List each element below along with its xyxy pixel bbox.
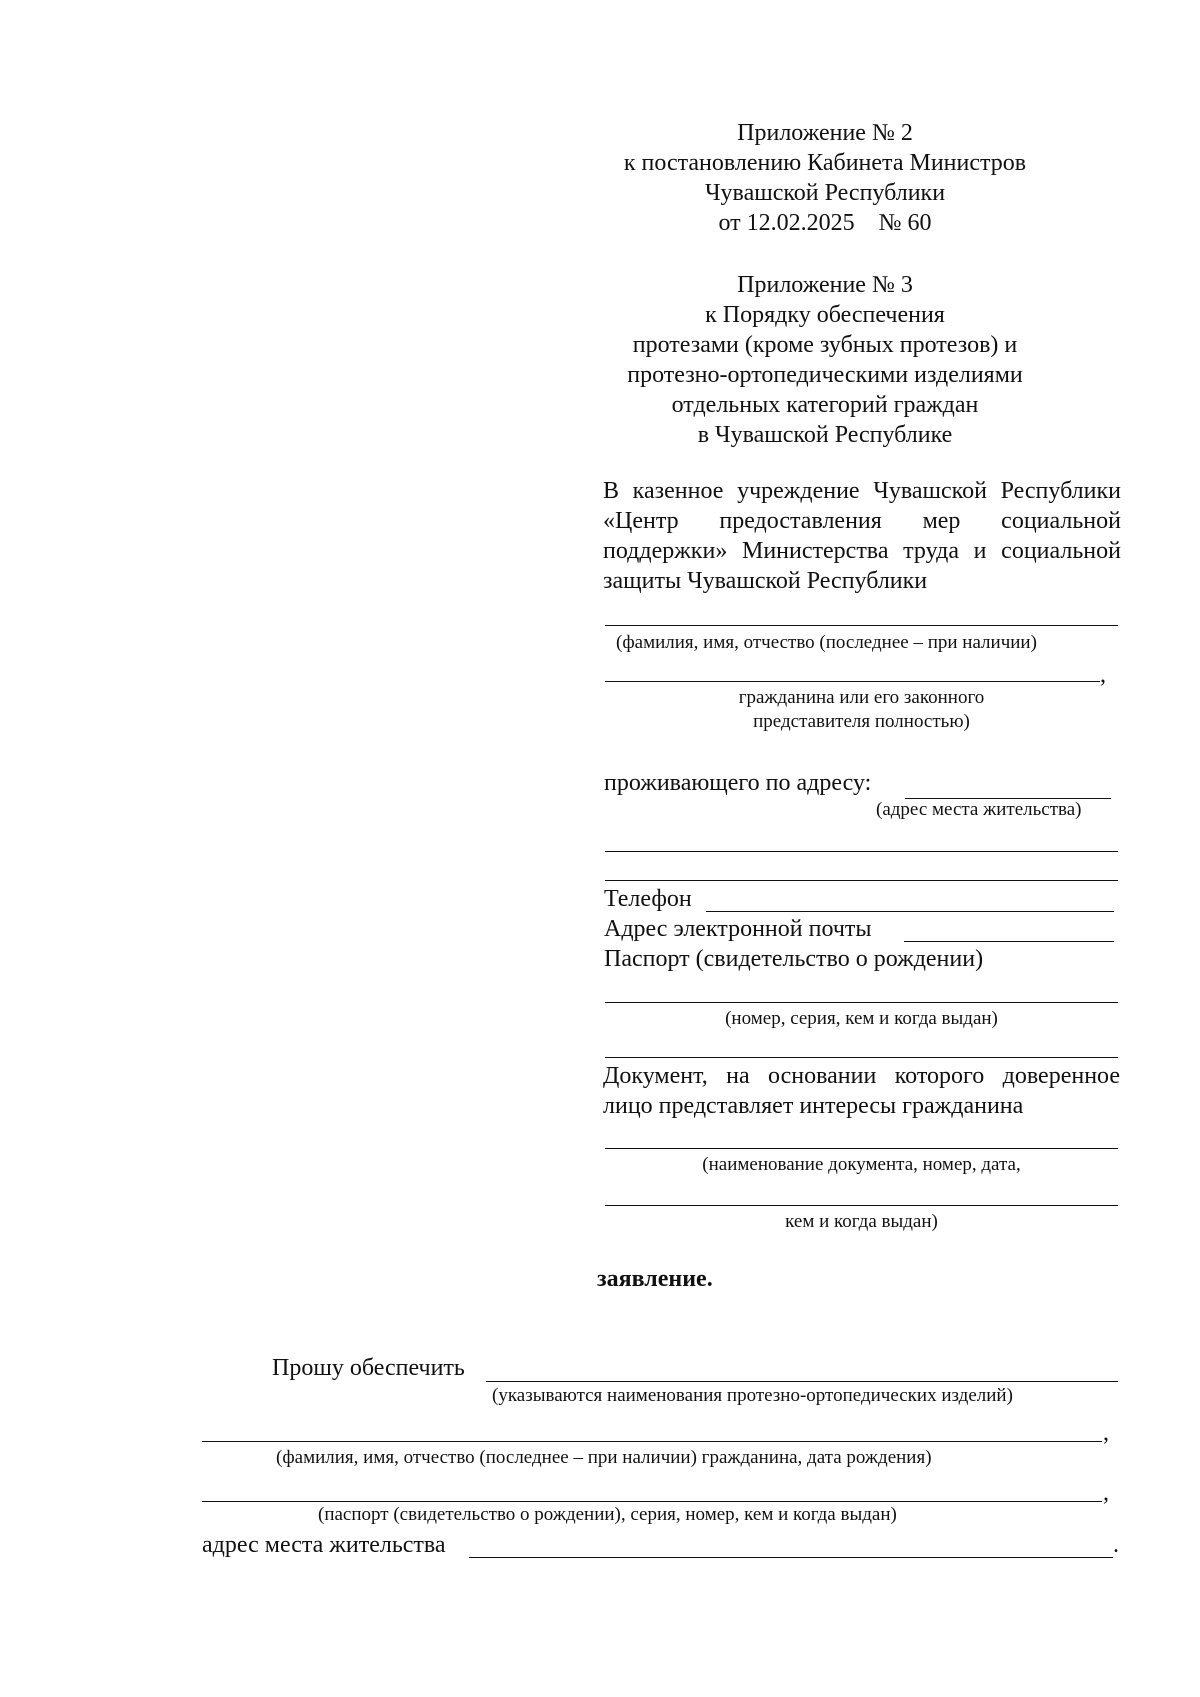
address-field-line[interactable] <box>469 1557 1113 1558</box>
appendix-2-date-number: от 12.02.2025 № 60 <box>718 210 932 236</box>
proxy-document-line-1[interactable] <box>605 1148 1118 1149</box>
proxy-document-hint-2: кем и когда выдан) <box>785 1211 938 1232</box>
email-label: Адрес электронной почты <box>604 916 872 942</box>
applicant-fio-hint: (фамилия, имя, отчество (последнее – при наличии) <box>616 632 1037 653</box>
citizen-passport-hint: (паспорт (свидетельство о рождении), серия, номер, кем и когда выдан) <box>318 1504 897 1525</box>
proxy-document-line-2[interactable] <box>605 1205 1118 1206</box>
applicant-fio-hint-line-3: представителя полностью) <box>753 711 970 732</box>
phone-field-line[interactable] <box>706 911 1114 912</box>
request-items-hint: (указываются наименования протезно-ортопедических изделий) <box>492 1385 1013 1406</box>
applicant-fio-comma: , <box>1100 662 1106 688</box>
address-line-2[interactable] <box>605 851 1118 852</box>
appendix-3-line-6: в Чувашской Республике <box>697 422 953 448</box>
appendix-2-decree: к постановлению Кабинета Министров <box>623 150 1027 176</box>
appendix-3-line-5: отдельных категорий граждан <box>671 392 979 418</box>
proxy-document-hint-1: (наименование документа, номер, дата, <box>702 1154 1021 1175</box>
passport-label: Паспорт (свидетельство о рождении) <box>604 946 984 972</box>
address-period: . <box>1113 1532 1119 1558</box>
appendix-3-header <box>600 270 1050 450</box>
statement-title: заявление. <box>597 1266 713 1292</box>
citizen-passport-line[interactable] <box>202 1501 1102 1502</box>
citizen-fio-comma: , <box>1103 1420 1109 1446</box>
request-label: Прошу обеспечить <box>272 1355 465 1381</box>
appendix-3-line-2: к Порядку обеспечения <box>705 302 945 328</box>
residing-address-hint: (адрес места жительства) <box>876 799 1082 820</box>
residing-label: проживающего по адресу: <box>604 770 872 796</box>
citizen-fio-hint: (фамилия, имя, отчество (последнее – при наличии) гражданина, дата рождения) <box>276 1447 932 1468</box>
appendix-2-title: Приложение № 2 <box>737 120 913 146</box>
addressee-paragraph: В казенное учреждение Чувашской Республики «Центр предоставления мер социальной поддержки» Министерства труда и социальной защиты Чувашской Республики <box>603 478 1121 594</box>
citizen-fio-line[interactable] <box>202 1441 1102 1442</box>
applicant-fio-hint-2 <box>605 686 1118 734</box>
passport-extra-line[interactable] <box>605 1057 1118 1058</box>
request-items-line[interactable] <box>486 1381 1118 1382</box>
appendix-3-line-3: протезами (кроме зубных протезов) и <box>632 332 1018 358</box>
citizen-passport-comma: , <box>1103 1480 1109 1506</box>
appendix-2-header <box>600 118 1050 238</box>
appendix-3-title: Приложение № 3 <box>737 272 913 298</box>
applicant-fio-line-2[interactable] <box>605 681 1100 682</box>
passport-field-line[interactable] <box>605 1002 1118 1003</box>
address-label: адрес места жительства <box>202 1532 446 1558</box>
appendix-3-line-4: протезно-ортопедическими изделиями <box>627 362 1023 388</box>
email-field-line[interactable] <box>904 941 1114 942</box>
address-line-3[interactable] <box>605 880 1118 881</box>
proxy-document-paragraph: Документ, на основании которого доверенное лицо представляет интересы гражданина <box>603 1063 1120 1119</box>
appendix-2-republic: Чувашской Республики <box>704 180 946 206</box>
passport-hint: (номер, серия, кем и когда выдан) <box>725 1008 998 1029</box>
phone-label: Телефон <box>604 886 692 912</box>
applicant-fio-line[interactable] <box>605 625 1118 626</box>
applicant-fio-hint-line-2: гражданина или его законного <box>738 687 985 708</box>
